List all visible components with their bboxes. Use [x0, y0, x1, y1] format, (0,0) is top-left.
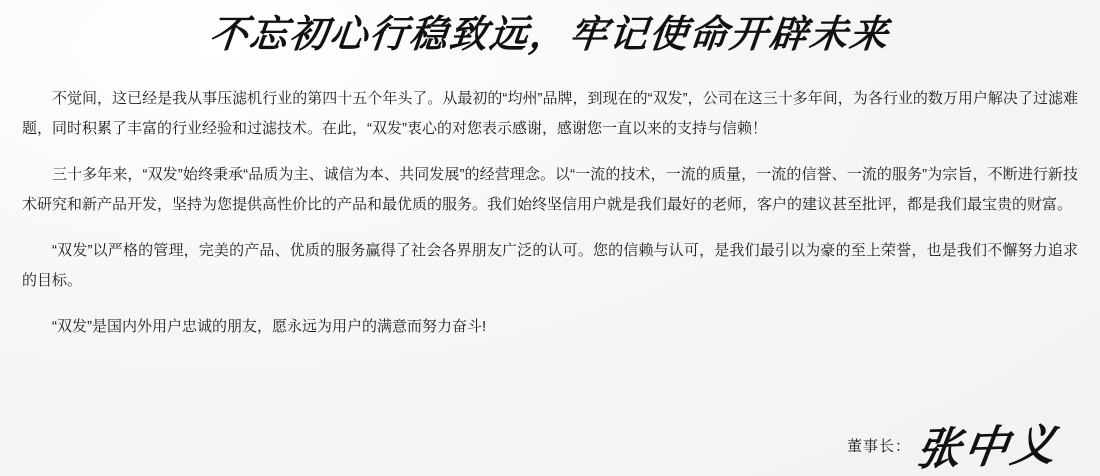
paragraph: 不觉间，这已经是我从事压滤机行业的第四十五个年头了。从最初的“均州”品牌，到现在的“双发”，公司在这三十多年间，为各行业的数万用户解决了过滤难题，同时积累了丰富的行业经验和过滤技术。在此，“双发”衷心的对您表示感谢，感谢您一直以来的支持与信赖！ — [22, 89, 1078, 137]
letter-body — [22, 84, 1078, 342]
paragraph: “双发”以严格的管理，完美的产品、优质的服务赢得了社会各界朋友广泛的认可。您的信赖与认可，是我们最引以为豪的至上荣誉，也是我们不懈努力追求的目标。 — [22, 241, 1078, 289]
paragraph: “双发”是国内外用户忠诚的朋友，愿永远为用户的满意而努力奋斗! — [52, 317, 487, 335]
signature-label: 董事长： — [846, 438, 911, 455]
signature-block — [846, 419, 1066, 476]
page-title: 不忘初心行稳致远，牢记使命开辟未来 — [207, 11, 892, 56]
signature-name: 张中义 — [913, 419, 1063, 476]
paragraph: 三十多年来，“双发”始终秉承“品质为主、诚信为本、共同发展”的经营理念。以“一流的技术，一流的质量，一流的信誉、一流的服务”为宗旨，不断进行新技术研究和新产品开发，坚持为您提供高性价比的产品和最优质的服务。我们始终坚信用户就是我们最好的老师，客户的建议甚至批评，都是我们最宝贵的财富。 — [22, 165, 1078, 213]
